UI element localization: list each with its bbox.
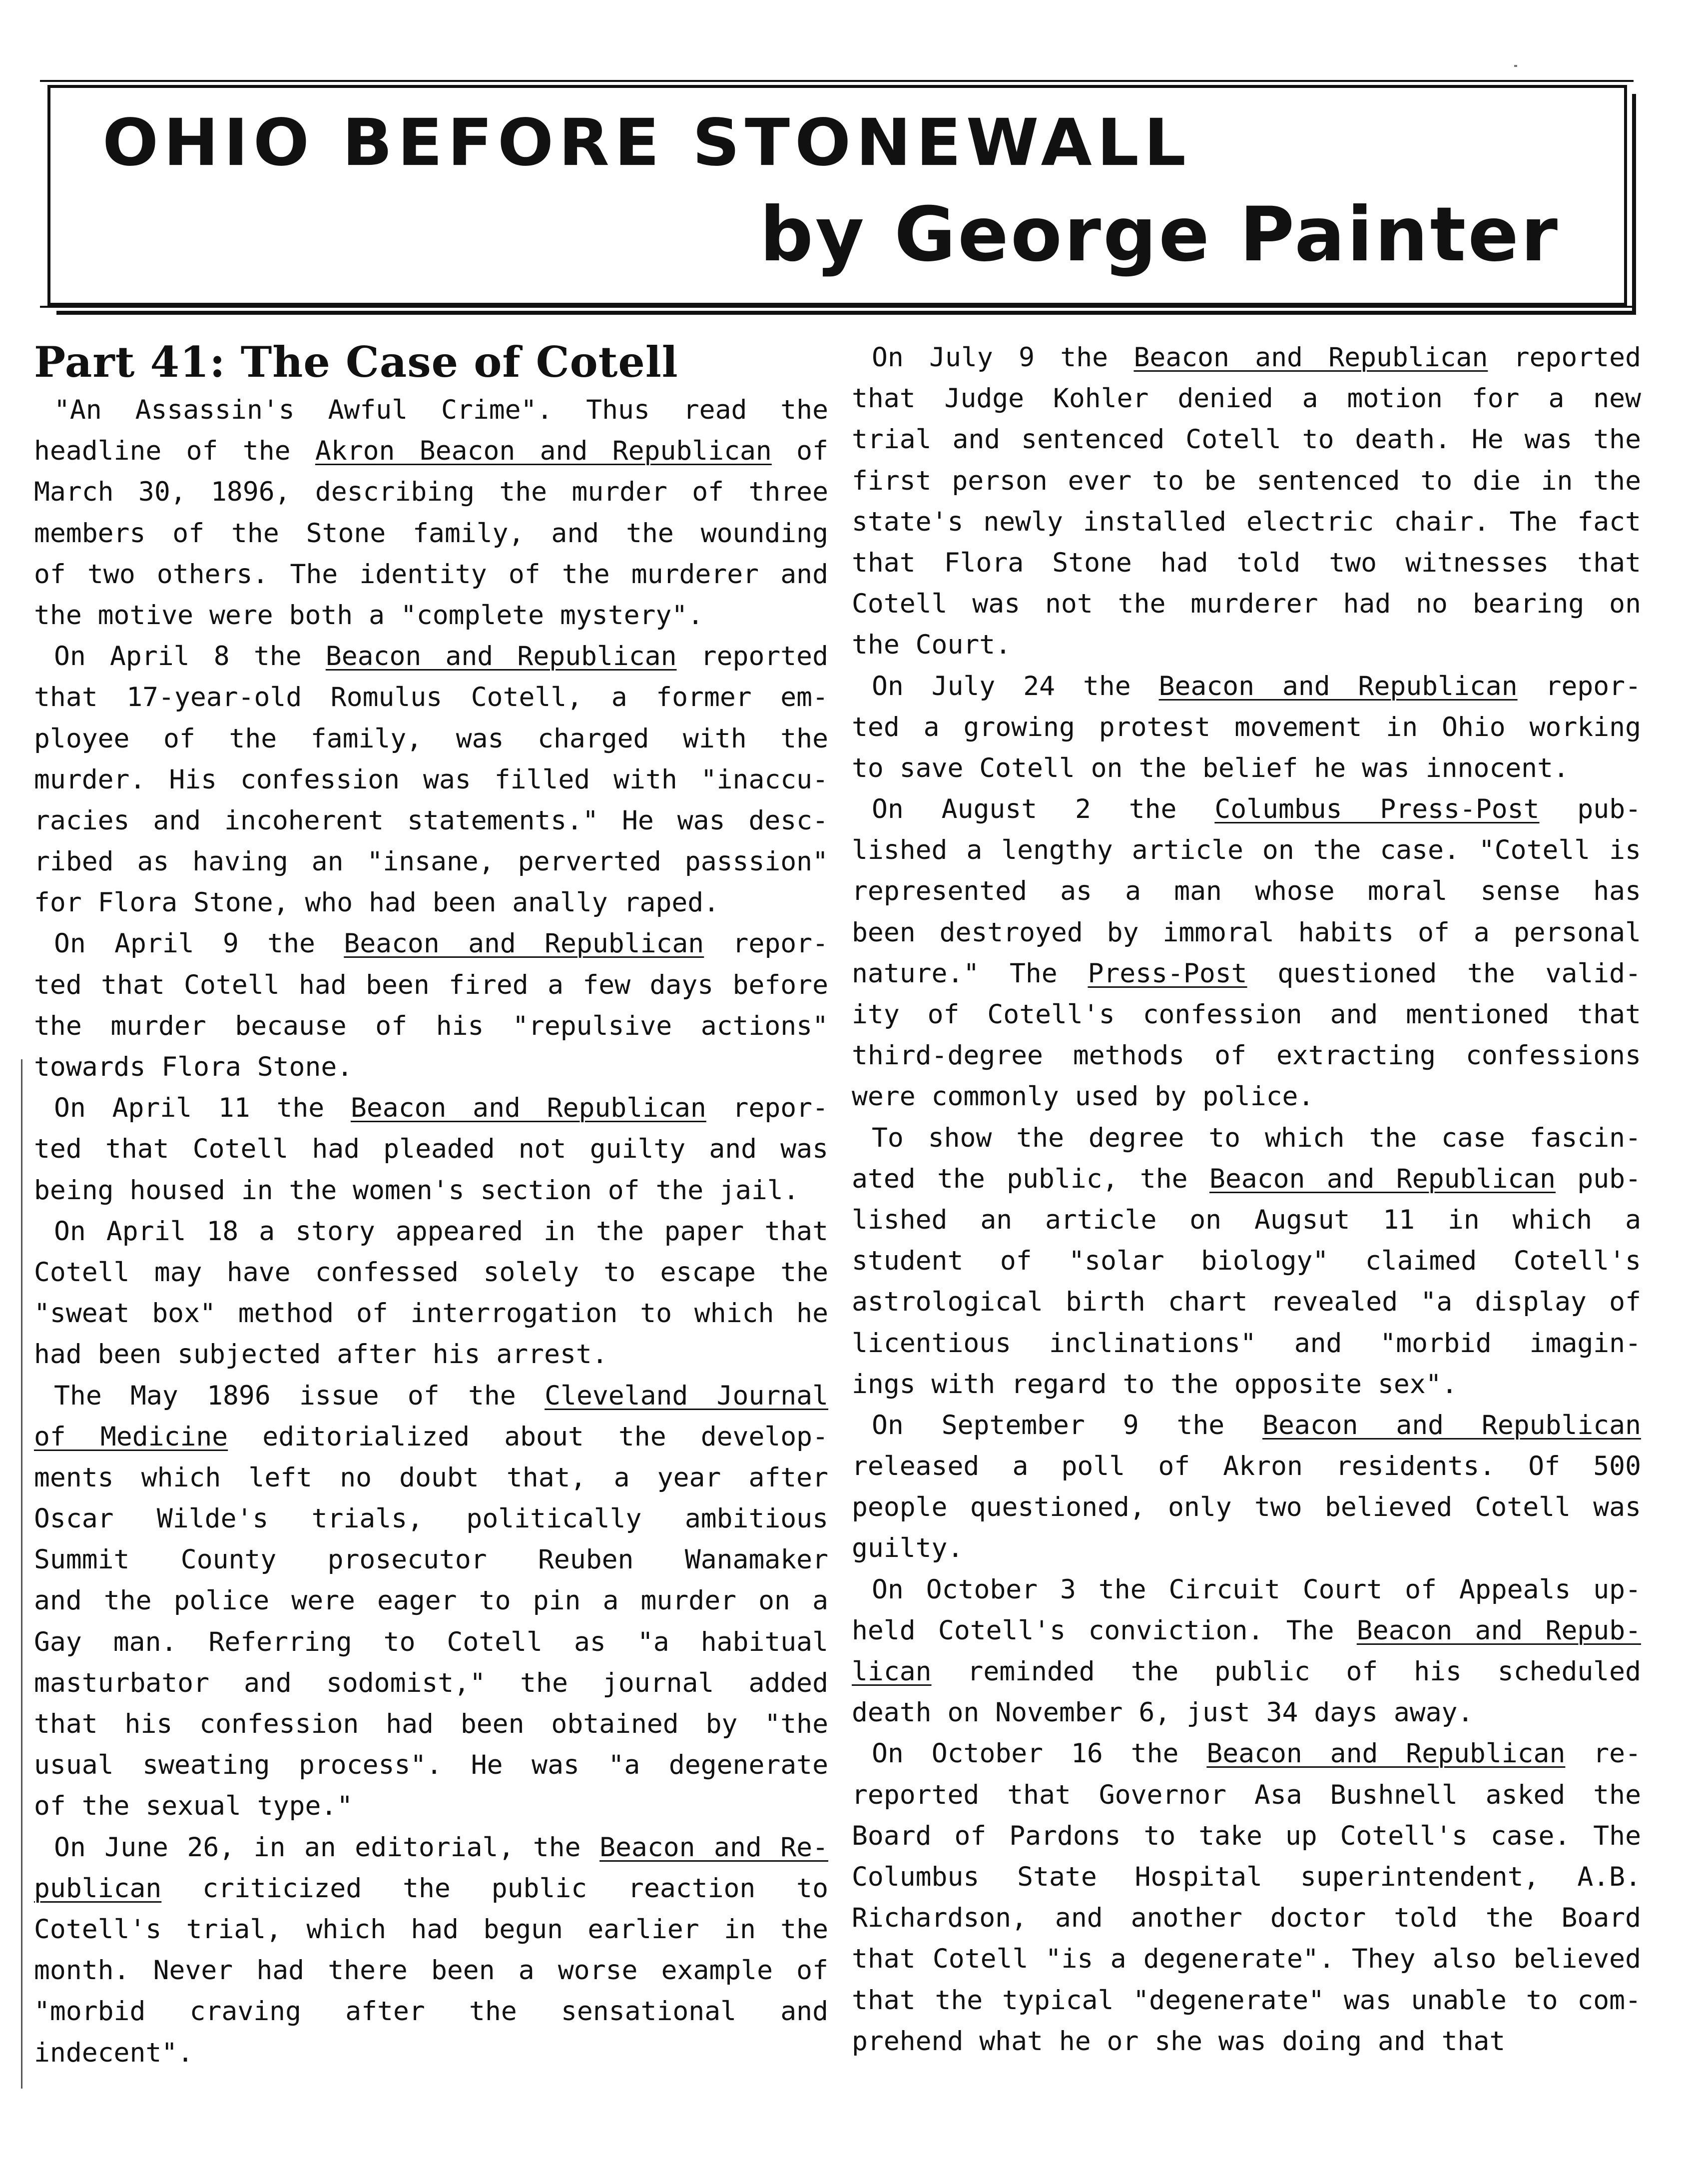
text-line: "morbid craving after the sensational and (34, 1996, 828, 2027)
text-line: state's newly installed electric chair. The fact (852, 506, 1641, 537)
text-line: astrological birth chart revealed "a display of (852, 1287, 1641, 1318)
text-line: for Flora Stone, who had been anally raped. (34, 887, 720, 918)
text-line: reported that Governor Asa Bushnell asked the (852, 1779, 1641, 1810)
text-line: the murder because of his "repulsive actions" (34, 1010, 828, 1041)
text-line: being housed in the women's section of the jail. (34, 1175, 799, 1206)
text-line: ments which left no doubt that, a year after (34, 1462, 828, 1493)
text-line: that Flora Stone had told two witnesses that (852, 547, 1641, 578)
text-line: death on November 6, just 34 days away. (852, 1697, 1474, 1728)
text-line: guilty. (852, 1533, 964, 1564)
text-line: of the sexual type." (34, 1791, 353, 1822)
text-line: the motive were both a "complete mystery". (34, 600, 704, 631)
right-column-text (852, 337, 1641, 2062)
series-title: OHIO BEFORE STONEWALL (102, 105, 1191, 181)
text-line: publican criticized the public reaction to (34, 1873, 828, 1904)
text-line: "sweat box" method of interrogation to which he (34, 1298, 828, 1329)
text-line: month. Never had there been a worse example of (34, 1955, 828, 1986)
text-line: The May 1896 issue of the Cleveland Journal (54, 1380, 828, 1411)
text-line: On July 24 the Beacon and Republican repor- (872, 671, 1641, 702)
text-line: On October 16 the Beacon and Republican re- (872, 1738, 1641, 1769)
text-line: On April 11 the Beacon and Republican repor- (54, 1093, 828, 1124)
text-line: been destroyed by immoral habits of a personal (852, 917, 1641, 948)
text-line: that Cotell "is a degenerate". They also believed (852, 1944, 1641, 1975)
text-line: people questioned, only two believed Cotell was (852, 1492, 1641, 1523)
left-column (34, 335, 828, 2074)
text-line: that the typical "degenerate" was unable to com- (852, 1985, 1641, 2016)
text-line: that his confession had been obtained by "the (34, 1709, 828, 1739)
text-line: first person ever to be sentenced to die in the (852, 465, 1641, 496)
text-line: usual sweating process". He was "a degenerate (34, 1750, 828, 1781)
text-line: released a poll of Akron residents. Of 500 (852, 1451, 1641, 1482)
text-line: ployee of the family, was charged with the (34, 723, 828, 754)
text-line: held Cotell's conviction. The Beacon and Repub- (852, 1615, 1642, 1646)
text-line: to save Cotell on the belief he was innocent. (852, 752, 1569, 783)
text-line: Oscar Wilde's trials, politically ambitious (34, 1503, 828, 1534)
text-line: ity of Cotell's confession and mentioned that (852, 999, 1641, 1030)
text-line: indecent". (34, 2037, 194, 2068)
text-line: ribed as having an "insane, perverted passsion" (34, 846, 828, 877)
text-line: Board of Pardons to take up Cotell's case. The (852, 1820, 1641, 1851)
text-line: racies and incoherent statements." He was desc- (34, 805, 828, 836)
text-line: Summit County prosecutor Reuben Wanamaker (34, 1544, 828, 1575)
text-line: On July 9 the Beacon and Republican reported (872, 342, 1641, 373)
text-line: had been subjected after his arrest. (34, 1339, 608, 1370)
part-heading: Part 41: The Case of Cotell (34, 337, 678, 387)
text-line: Cotell's trial, which had begun earlier in the (34, 1914, 828, 1945)
masthead-top-rule (40, 80, 1634, 82)
text-line: Gay man. Referring to Cotell as "a habitual (34, 1626, 828, 1657)
text-line: that Judge Kohler denied a motion for a new (852, 383, 1641, 414)
text-line: were commonly used by police. (852, 1081, 1314, 1112)
text-line: ted that Cotell had pleaded not guilty and was (34, 1134, 828, 1165)
scan-speck (1514, 65, 1517, 67)
text-line: On September 9 the Beacon and Republican (872, 1410, 1641, 1441)
text-line: third-degree methods of extracting confessions (852, 1040, 1641, 1071)
text-line: and the police were eager to pin a murder on a (34, 1585, 828, 1616)
text-line: On April 9 the Beacon and Republican repor- (54, 928, 828, 959)
text-line: student of "solar biology" claimed Cotell's (852, 1246, 1641, 1277)
text-line: trial and sentenced Cotell to death. He was the (852, 424, 1641, 455)
text-line: Cotell may have confessed solely to escape the (34, 1257, 828, 1288)
text-line: members of the Stone family, and the wounding (34, 518, 828, 549)
text-line: On April 18 a story appeared in the paper that (54, 1216, 828, 1247)
text-line: of two others. The identity of the murderer and (34, 559, 828, 590)
right-column (852, 337, 1641, 2062)
text-line: "An Assassin's Awful Crime". Thus read the (54, 395, 828, 425)
text-line: nature." The Press-Post questioned the valid- (852, 958, 1641, 989)
text-line: ted a growing protest movement in Ohio working (852, 712, 1641, 742)
text-line: masturbator and sodomist," the journal added (34, 1667, 828, 1698)
text-line: Richardson, and another doctor told the Board (852, 1903, 1641, 1934)
text-line: towards Flora Stone. (34, 1052, 353, 1082)
text-line: that 17-year-old Romulus Cotell, a former em- (34, 682, 828, 713)
text-line: On August 2 the Columbus Press-Post pub- (872, 794, 1642, 825)
text-line: lican reminded the public of his scheduled (852, 1656, 1641, 1687)
text-line: headline of the Akron Beacon and Republican of (34, 436, 828, 467)
text-line: To show the degree to which the case fascin- (872, 1122, 1641, 1153)
text-line: On October 3 the Circuit Court of Appeals up- (872, 1574, 1641, 1605)
margin-rule (21, 1059, 22, 2089)
text-line: ted that Cotell had been fired a few days before (34, 969, 828, 1000)
left-column-text (34, 390, 828, 2074)
text-line: March 30, 1896, describing the murder of three (34, 477, 828, 508)
text-line: murder. His confession was filled with "inaccu- (34, 764, 828, 795)
text-line: the Court. (852, 630, 1012, 661)
text-line: On April 8 the Beacon and Republican reported (54, 641, 828, 672)
text-line: ated the public, the Beacon and Republican pub- (852, 1163, 1641, 1194)
text-line: Cotell was not the murderer had no bearing on (852, 589, 1641, 620)
text-line: lished a lengthy article on the case. "Cotell is (852, 835, 1641, 866)
byline: by George Painter (759, 191, 1560, 278)
text-line: licentious inclinations" and "morbid imagin- (852, 1328, 1641, 1359)
text-line: On June 26, in an editorial, the Beacon and Re- (54, 1832, 828, 1863)
masthead-bottom-rule (40, 306, 1634, 308)
text-line: Columbus State Hospital superintendent, A.B. (852, 1861, 1641, 1892)
text-line: lished an article on Augsut 11 in which a (852, 1204, 1641, 1235)
text-line: ings with regard to the opposite sex". (852, 1369, 1458, 1400)
text-line: represented as a man whose moral sense has (852, 876, 1641, 907)
text-line: of Medicine editorialized about the develop- (34, 1421, 828, 1452)
text-line: prehend what he or she was doing and that (852, 2026, 1506, 2057)
